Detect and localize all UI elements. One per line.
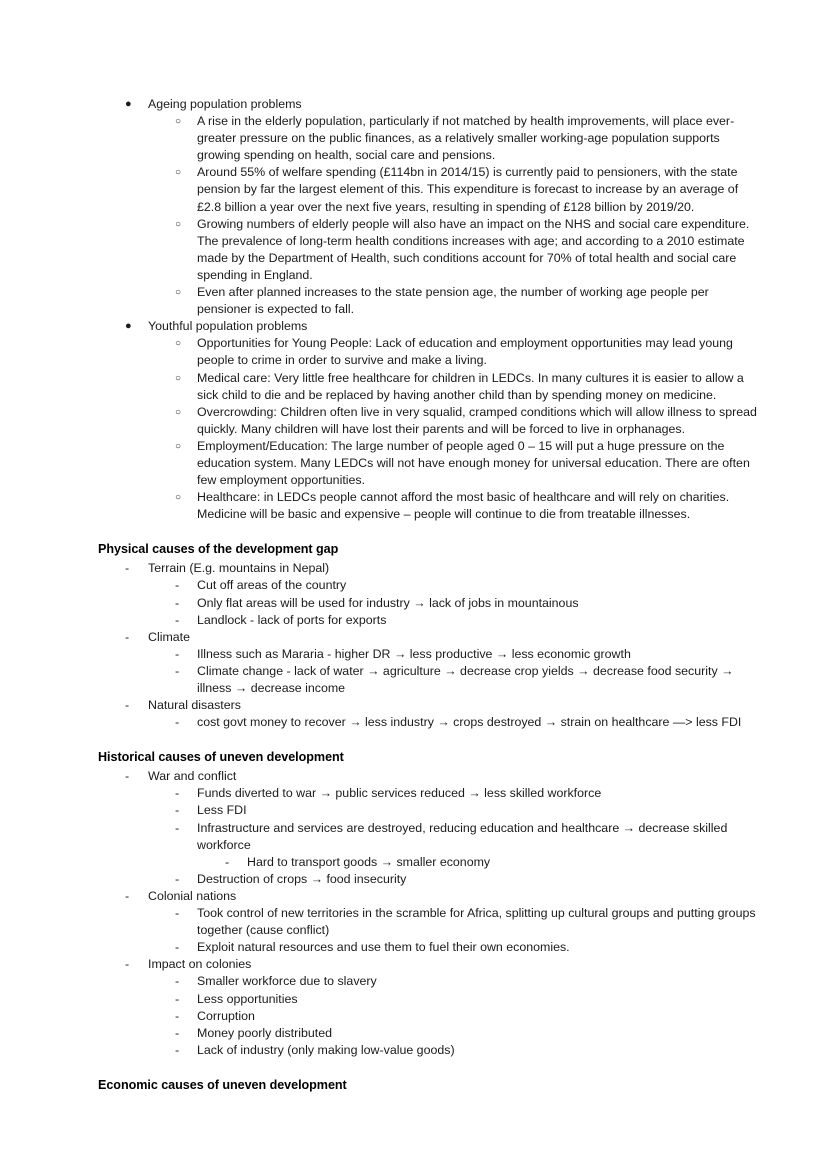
dash-bullet-icon: - [175,646,180,661]
dash-bullet-icon: - [125,888,130,903]
dash-bullet-icon: - [175,1042,180,1057]
bullet-item [98,560,760,628]
bullet-list-level-1 [98,560,760,731]
dash-bullet-icon: - [225,854,230,869]
bullet-text: Around 55% of welfare spending (£114bn in 2014/15) is currently paid to pensioners, with the state pension by far the largest element of this. This expenditure is forecast to increase by an average of £2.8 billion a year over the next five years, resulting in spending of £128 billion by 2019/20. [197,165,739,214]
dash-bullet-icon: - [175,715,180,730]
bullet-item [148,595,760,612]
bullet-text: Illness such as Mararia - higher DR → less productive → less economic growth [197,646,631,661]
bullet-item [148,991,760,1008]
bullet-list-level-2 [148,335,760,523]
bullet-list-level-2 [148,973,760,1058]
dash-bullet-icon: - [175,612,180,627]
bullet-text: War and conflict [148,769,237,784]
dash-bullet-icon: - [125,957,130,972]
dash-bullet-icon: - [125,561,130,576]
bullet-text: Less opportunities [197,991,298,1006]
bullet-group-ageing-population [98,96,760,523]
section-spacer [98,731,760,749]
bullet-item [148,370,760,404]
bullet-item [148,489,760,523]
bullet-text: Money poorly distributed [197,1025,332,1040]
bullet-item [98,888,760,956]
bullet-text: Destruction of crops → food insecurity [197,871,407,886]
dash-bullet-icon: - [175,803,180,818]
bullet-text: Natural disasters [148,698,241,713]
bullet-text: Youthful population problems [148,319,308,334]
disc-bullet-icon: ● [125,98,132,110]
bullet-text: Corruption [197,1008,255,1023]
bullet-list-level-2 [148,905,760,956]
bullet-item [148,404,760,438]
bullet-item [148,216,760,284]
bullet-text: Infrastructure and services are destroyed, reducing education and healthcare → decrease skilled workforce [197,820,728,852]
bullet-list-level-2 [148,785,760,888]
circle-bullet-icon: ○ [175,440,182,452]
bullet-text: Impact on colonies [148,957,252,972]
dash-bullet-icon: - [125,629,130,644]
heading-spacer [98,1094,760,1096]
bullet-text: Less FDI [197,803,247,818]
dash-bullet-icon: - [125,769,130,784]
bullet-text: Smaller workforce due to slavery [197,974,377,989]
bullet-list-level-2 [148,577,760,628]
document-body [98,96,760,1096]
bullet-list-level-2 [148,113,760,318]
dash-bullet-icon: - [175,786,180,801]
bullet-text: Hard to transport goods → smaller economy [247,854,491,869]
bullet-text: Funds diverted to war → public services reduced → less skilled workforce [197,786,602,801]
bullet-text: Employment/Education: The large number of people aged 0 – 15 will put a huge pressure on the education system. Many LEDCs will not have enough money for universal education. There are often few employment opportunities. [197,438,750,488]
dash-bullet-icon: - [175,974,180,989]
bullet-item [148,939,760,956]
bullet-item [148,335,760,369]
dash-bullet-icon: - [175,820,180,835]
bullet-item [148,663,760,697]
section-heading-economic-causes: Economic causes of uneven development [98,1077,347,1092]
bullet-text: Colonial nations [148,888,237,903]
bullet-item [148,1008,760,1025]
dash-bullet-icon: - [175,940,180,955]
bullet-text: Took control of new territories in the scramble for Africa, splitting up cultural groups and putting groups together (cause conflict) [197,906,756,938]
section-heading-physical-causes: Physical causes of the development gap [98,542,339,557]
bullet-text: Terrain (E.g. mountains in Nepal) [148,561,330,576]
bullet-text: Healthcare: in LEDCs people cannot afford the most basic of healthcare and will rely on charities. Medicine will be basic and expensive – people will continue to die from treatable illnesses. [197,490,730,522]
bullet-item [148,714,760,731]
bullet-text: Landlock - lack of ports for exports [197,612,387,627]
disc-bullet-icon: ● [125,320,132,333]
bullet-item [98,956,760,1059]
bullet-group-historical-causes [98,768,760,1059]
bullet-item [197,854,760,871]
section-spacer [98,1059,760,1077]
dash-bullet-icon: - [175,578,180,593]
circle-bullet-icon: ○ [175,492,182,504]
dash-bullet-icon: - [175,1008,180,1023]
bullet-item [148,1025,760,1042]
circle-bullet-icon: ○ [175,218,182,230]
bullet-item [98,318,760,523]
bullet-item [98,768,760,888]
sections-container [98,96,760,1096]
bullet-item [148,164,760,215]
bullet-item [98,629,760,697]
bullet-item [148,871,760,888]
bullet-item [148,284,760,318]
bullet-text: cost govt money to recover → less industry → crops destroyed → strain on healthcare —> less FDI [197,715,742,730]
dash-bullet-icon: - [175,663,180,678]
bullet-list-level-2 [148,646,760,697]
bullet-text: Growing numbers of elderly people will also have an impact on the NHS and social care expenditure. The prevalence of long-term health conditions increases with age; and according to a 2010 estimate made by the Department of Health, such conditions account for 70% of total health and social care spending in England. [197,216,750,282]
bullet-item [148,802,760,819]
bullet-text: Even after planned increases to the state pension age, the number of working age people per pensioner is expected to fall. [197,285,709,317]
bullet-item [148,113,760,164]
circle-bullet-icon: ○ [175,372,182,384]
bullet-item [148,646,760,663]
bullet-text: Lack of industry (only making low-value goods) [197,1042,455,1057]
bullet-text: Climate change - lack of water → agriculture → decrease crop yields → decrease food security → illness → decrease income [197,663,734,695]
bullet-item [148,785,760,802]
bullet-text: Medical care: Very little free healthcare for children in LEDCs. In many cultures it is easier to allow a sick child to die and be replaced by having another child than by spending money on medicine. [197,370,744,402]
bullet-list-level-2 [148,714,760,731]
bullet-text: Overcrowding: Children often live in very squalid, cramped conditions which will allow illness to spread quickly. Many children will have lost their parents and will be forced to live in orphanages. [197,404,757,436]
dash-bullet-icon: - [175,871,180,886]
circle-bullet-icon: ○ [175,338,182,350]
bullet-item [148,905,760,939]
bullet-text: Opportunities for Young People: Lack of education and employment opportunities may lead young people to crime in order to survive and make a living. [197,336,733,368]
circle-bullet-icon: ○ [175,116,182,128]
circle-bullet-icon: ○ [175,406,182,418]
bullet-text: Cut off areas of the country [197,578,347,593]
bullet-item [148,1042,760,1059]
bullet-list-level-3 [197,854,760,871]
bullet-text: Only flat areas will be used for industry → lack of jobs in mountainous [197,595,579,610]
bullet-list-level-1 [98,96,760,523]
bullet-text: Exploit natural resources and use them to fuel their own economies. [197,940,570,955]
bullet-item [148,820,760,871]
bullet-text: Ageing population problems [148,97,302,111]
circle-bullet-icon: ○ [175,287,182,299]
dash-bullet-icon: - [175,1025,180,1040]
bullet-text: Climate [148,629,190,644]
dash-bullet-icon: - [175,595,180,610]
dash-bullet-icon: - [175,991,180,1006]
bullet-item [98,96,760,318]
bullet-text: A rise in the elderly population, particularly if not matched by health improvements, will place ever-greater pressure on the public finances, as a relatively smaller working-age population supports growing spending on health, social care and pensions. [197,114,735,163]
bullet-item [98,697,760,731]
dash-bullet-icon: - [125,698,130,713]
bullet-group-physical-causes [98,560,760,731]
bullet-item [148,973,760,990]
bullet-item [148,612,760,629]
section-heading-historical-causes: Historical causes of uneven development [98,750,344,765]
bullet-list-level-1 [98,768,760,1059]
dash-bullet-icon: - [175,906,180,921]
circle-bullet-icon: ○ [175,167,182,179]
bullet-item [148,438,760,489]
bullet-item [148,577,760,594]
section-spacer [98,523,760,541]
